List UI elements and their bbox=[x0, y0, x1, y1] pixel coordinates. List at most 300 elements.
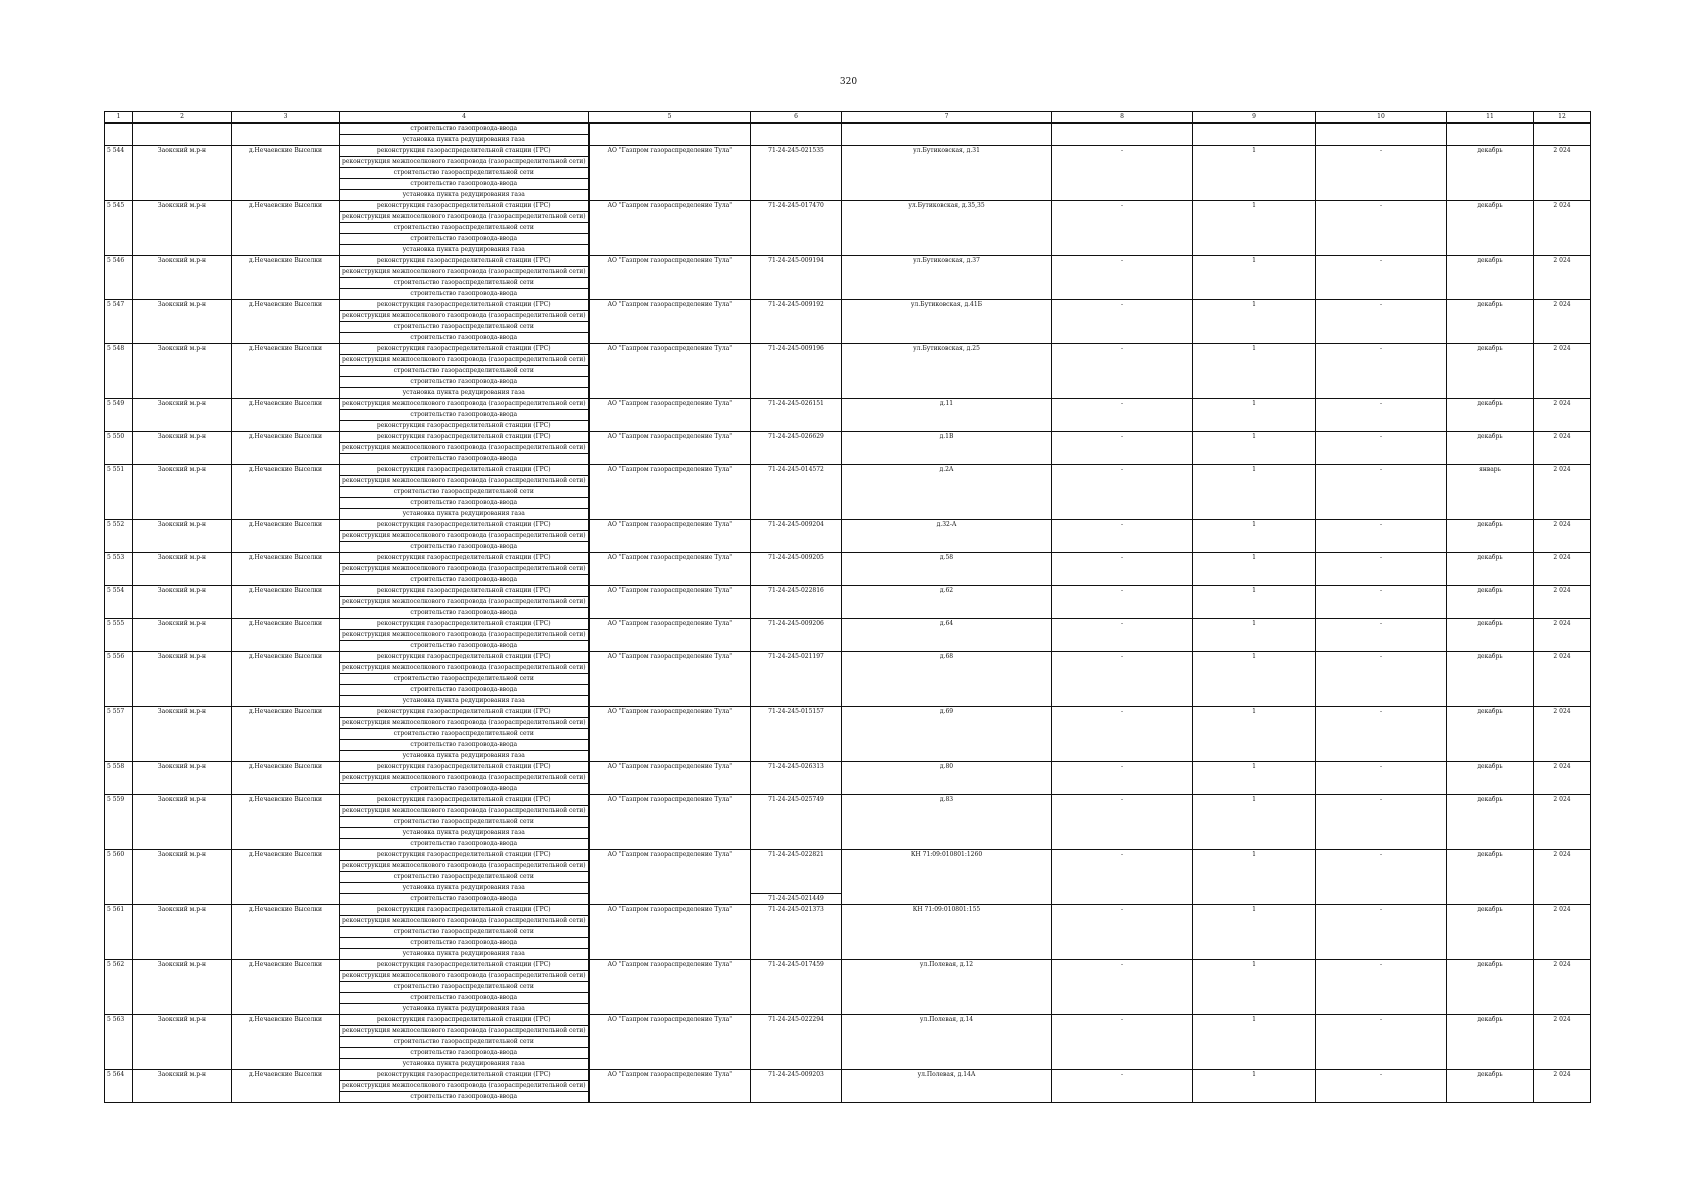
table-subrow bbox=[105, 377, 1591, 388]
district: Заокский м.р-н bbox=[133, 146, 232, 157]
empty-cell bbox=[133, 718, 232, 729]
work-item: реконструкция межпоселкового газопровода (газораспределительной сети) bbox=[340, 443, 589, 454]
table-subrow bbox=[105, 773, 1591, 784]
empty-cell bbox=[1534, 168, 1591, 179]
table-row bbox=[105, 960, 1591, 971]
empty-cell bbox=[751, 1037, 842, 1048]
column-8-value: - bbox=[1052, 465, 1193, 476]
organization: АО "Газпром газораспределение Тула" bbox=[589, 465, 751, 476]
empty-cell bbox=[105, 1048, 133, 1059]
year: 2 024 bbox=[1534, 256, 1591, 267]
table-row bbox=[105, 652, 1591, 663]
row-number: 5 563 bbox=[105, 1015, 133, 1026]
settlement: д.Нечаевские Выселки bbox=[232, 960, 340, 971]
district: Заокский м.р-н bbox=[133, 762, 232, 773]
empty-cell bbox=[1534, 872, 1591, 883]
empty-cell bbox=[1052, 410, 1193, 421]
empty-cell bbox=[1447, 267, 1534, 278]
address: ул.Бутиковская, д.25 bbox=[842, 344, 1052, 355]
empty-cell bbox=[1316, 410, 1447, 421]
settlement: д.Нечаевские Выселки bbox=[232, 1015, 340, 1026]
empty-cell bbox=[1193, 993, 1316, 1004]
empty-cell bbox=[1316, 872, 1447, 883]
empty-cell bbox=[1316, 696, 1447, 707]
column-10-value: - bbox=[1316, 619, 1447, 630]
empty-cell bbox=[842, 322, 1052, 333]
empty-cell bbox=[232, 366, 340, 377]
empty-cell bbox=[133, 454, 232, 465]
empty-cell bbox=[751, 641, 842, 652]
work-item: строительство газопровода-ввода bbox=[340, 740, 589, 751]
empty-cell bbox=[842, 1048, 1052, 1059]
empty-cell bbox=[232, 123, 340, 135]
address: КН 71:09:010801:1260 bbox=[842, 850, 1052, 861]
work-item: реконструкция межпоселкового газопровода (газораспределительной сети) bbox=[340, 212, 589, 223]
empty-cell bbox=[105, 476, 133, 487]
empty-cell bbox=[751, 575, 842, 586]
work-item: строительство газопровода-ввода bbox=[340, 410, 589, 421]
empty-cell bbox=[1316, 322, 1447, 333]
address: ул.Бутиковская, д.35,35 bbox=[842, 201, 1052, 212]
work-item: строительство газопровода-ввода bbox=[340, 894, 589, 905]
empty-cell bbox=[133, 157, 232, 168]
empty-cell bbox=[1193, 971, 1316, 982]
work-item: строительство газораспределительной сети bbox=[340, 168, 589, 179]
empty-cell bbox=[751, 487, 842, 498]
empty-cell bbox=[589, 212, 751, 223]
address: д.69 bbox=[842, 707, 1052, 718]
empty-cell bbox=[105, 388, 133, 399]
empty-cell bbox=[751, 971, 842, 982]
empty-cell bbox=[232, 1037, 340, 1048]
empty-cell bbox=[232, 817, 340, 828]
empty-cell bbox=[232, 476, 340, 487]
gasification-plan-table bbox=[104, 111, 1591, 1103]
table-subrow bbox=[105, 333, 1591, 344]
empty-cell bbox=[105, 1081, 133, 1092]
address: ул.Бутиковская, д.41Б bbox=[842, 300, 1052, 311]
empty-cell bbox=[1316, 498, 1447, 509]
empty-cell bbox=[232, 542, 340, 553]
empty-cell bbox=[1316, 157, 1447, 168]
column-10-value: - bbox=[1316, 256, 1447, 267]
empty-cell bbox=[1447, 894, 1534, 905]
work-item: реконструкция межпоселкового газопровода (газораспределительной сети) bbox=[340, 630, 589, 641]
empty-cell bbox=[1193, 168, 1316, 179]
empty-cell bbox=[232, 377, 340, 388]
empty-cell bbox=[1316, 663, 1447, 674]
empty-cell bbox=[105, 135, 133, 146]
column-10-value: - bbox=[1316, 762, 1447, 773]
empty-cell bbox=[842, 476, 1052, 487]
table-subrow bbox=[105, 674, 1591, 685]
empty-cell bbox=[842, 564, 1052, 575]
settlement: д.Нечаевские Выселки bbox=[232, 1070, 340, 1081]
empty-cell bbox=[133, 729, 232, 740]
empty-cell bbox=[1052, 278, 1193, 289]
empty-cell bbox=[1052, 784, 1193, 795]
month: декабрь bbox=[1447, 256, 1534, 267]
empty-cell bbox=[232, 1092, 340, 1103]
empty-cell bbox=[1534, 322, 1591, 333]
empty-cell bbox=[1447, 223, 1534, 234]
empty-cell bbox=[1534, 377, 1591, 388]
column-10-value: - bbox=[1316, 652, 1447, 663]
work-item: реконструкция межпоселкового газопровода (газораспределительной сети) bbox=[340, 806, 589, 817]
empty-cell bbox=[105, 608, 133, 619]
district: Заокский м.р-н bbox=[133, 905, 232, 916]
empty-cell bbox=[842, 982, 1052, 993]
empty-cell bbox=[1316, 135, 1447, 146]
table-subrow bbox=[105, 1081, 1591, 1092]
empty-cell bbox=[1534, 817, 1591, 828]
empty-cell bbox=[751, 608, 842, 619]
organization: АО "Газпром газораспределение Тула" bbox=[589, 850, 751, 861]
empty-cell bbox=[842, 883, 1052, 894]
empty-cell bbox=[1316, 1081, 1447, 1092]
empty-cell bbox=[842, 190, 1052, 201]
empty-cell bbox=[1052, 355, 1193, 366]
work-item: строительство газораспределительной сети bbox=[340, 487, 589, 498]
empty-cell bbox=[105, 718, 133, 729]
empty-cell bbox=[133, 641, 232, 652]
empty-cell bbox=[133, 839, 232, 850]
empty-cell bbox=[1193, 542, 1316, 553]
table-subrow bbox=[105, 663, 1591, 674]
empty-cell bbox=[105, 311, 133, 322]
empty-cell bbox=[105, 597, 133, 608]
column-8-value: - bbox=[1052, 399, 1193, 410]
empty-cell bbox=[232, 421, 340, 432]
empty-cell bbox=[1193, 487, 1316, 498]
empty-cell bbox=[105, 641, 133, 652]
empty-cell bbox=[1052, 168, 1193, 179]
empty-cell bbox=[1193, 806, 1316, 817]
empty-cell bbox=[1316, 377, 1447, 388]
empty-cell bbox=[1534, 245, 1591, 256]
table-row bbox=[105, 520, 1591, 531]
empty-cell bbox=[589, 289, 751, 300]
work-item: строительство газораспределительной сети bbox=[340, 1037, 589, 1048]
table-subrow bbox=[105, 410, 1591, 421]
empty-cell bbox=[1534, 278, 1591, 289]
organization: АО "Газпром газораспределение Тула" bbox=[589, 432, 751, 443]
empty-cell bbox=[1534, 883, 1591, 894]
empty-cell bbox=[589, 245, 751, 256]
row-number: 5 549 bbox=[105, 399, 133, 410]
empty-cell bbox=[1193, 267, 1316, 278]
empty-cell bbox=[1316, 190, 1447, 201]
column-9-value: 1 bbox=[1193, 432, 1316, 443]
table-subrow bbox=[105, 135, 1591, 146]
empty-cell bbox=[133, 938, 232, 949]
column-9-value: 1 bbox=[1193, 146, 1316, 157]
empty-cell bbox=[589, 927, 751, 938]
empty-cell bbox=[1316, 685, 1447, 696]
empty-cell bbox=[751, 190, 842, 201]
column-9-value: 1 bbox=[1193, 1015, 1316, 1026]
empty-cell bbox=[1052, 993, 1193, 1004]
empty-cell bbox=[1534, 751, 1591, 762]
empty-cell bbox=[842, 828, 1052, 839]
empty-cell bbox=[232, 1004, 340, 1015]
table-subrow bbox=[105, 322, 1591, 333]
empty-cell bbox=[105, 190, 133, 201]
empty-cell bbox=[133, 355, 232, 366]
empty-cell bbox=[1534, 421, 1591, 432]
empty-cell bbox=[1447, 916, 1534, 927]
empty-cell bbox=[1316, 641, 1447, 652]
empty-cell bbox=[751, 685, 842, 696]
column-8-value: - bbox=[1052, 1070, 1193, 1081]
column-9-value: 1 bbox=[1193, 586, 1316, 597]
empty-cell bbox=[589, 454, 751, 465]
empty-cell bbox=[589, 564, 751, 575]
column-9-value: 1 bbox=[1193, 465, 1316, 476]
empty-cell bbox=[105, 1004, 133, 1015]
table-subrow bbox=[105, 487, 1591, 498]
work-item: реконструкция межпоселкового газопровода (газораспределительной сети) bbox=[340, 861, 589, 872]
empty-cell bbox=[105, 421, 133, 432]
empty-cell bbox=[1052, 685, 1193, 696]
row-number: 5 546 bbox=[105, 256, 133, 267]
empty-cell bbox=[1193, 1059, 1316, 1070]
address: ул.Бутиковская, д.37 bbox=[842, 256, 1052, 267]
empty-cell bbox=[842, 685, 1052, 696]
month: декабрь bbox=[1447, 960, 1534, 971]
month: декабрь bbox=[1447, 300, 1534, 311]
empty-cell bbox=[105, 861, 133, 872]
empty-cell bbox=[1447, 388, 1534, 399]
empty-cell bbox=[589, 542, 751, 553]
table-subrow bbox=[105, 861, 1591, 872]
empty-cell bbox=[1534, 388, 1591, 399]
empty-cell bbox=[842, 157, 1052, 168]
empty-cell bbox=[1193, 157, 1316, 168]
empty-cell bbox=[1534, 487, 1591, 498]
empty-cell bbox=[232, 993, 340, 1004]
empty-cell bbox=[232, 410, 340, 421]
year: 2 024 bbox=[1534, 619, 1591, 630]
empty-cell bbox=[751, 817, 842, 828]
empty-cell bbox=[1534, 1037, 1591, 1048]
empty-cell bbox=[842, 333, 1052, 344]
application-code: 71-24-245-017470 bbox=[751, 201, 842, 212]
table-subrow bbox=[105, 168, 1591, 179]
empty-cell bbox=[133, 1037, 232, 1048]
empty-cell bbox=[1447, 828, 1534, 839]
column-9-value: 1 bbox=[1193, 520, 1316, 531]
empty-cell bbox=[105, 872, 133, 883]
empty-cell bbox=[1447, 190, 1534, 201]
empty-cell bbox=[842, 971, 1052, 982]
month: декабрь bbox=[1447, 707, 1534, 718]
empty-cell bbox=[133, 542, 232, 553]
empty-cell bbox=[105, 696, 133, 707]
organization: АО "Газпром газораспределение Тула" bbox=[589, 146, 751, 157]
district: Заокский м.р-н bbox=[133, 850, 232, 861]
empty-cell bbox=[589, 388, 751, 399]
empty-cell bbox=[751, 443, 842, 454]
work-item: строительство газопровода-ввода bbox=[340, 333, 589, 344]
settlement: д.Нечаевские Выселки bbox=[232, 520, 340, 531]
application-code: 71-24-245-021197 bbox=[751, 652, 842, 663]
empty-cell bbox=[1316, 421, 1447, 432]
empty-cell bbox=[1534, 806, 1591, 817]
empty-cell bbox=[1447, 674, 1534, 685]
empty-cell bbox=[751, 322, 842, 333]
empty-cell bbox=[842, 289, 1052, 300]
work-item: строительство газопровода-ввода bbox=[340, 289, 589, 300]
month: декабрь bbox=[1447, 553, 1534, 564]
month: декабрь bbox=[1447, 795, 1534, 806]
empty-cell bbox=[133, 806, 232, 817]
month: декабрь bbox=[1447, 201, 1534, 212]
empty-cell bbox=[589, 806, 751, 817]
empty-cell bbox=[133, 1092, 232, 1103]
empty-cell bbox=[751, 927, 842, 938]
empty-cell bbox=[232, 894, 340, 905]
month: январь bbox=[1447, 465, 1534, 476]
empty-cell bbox=[1534, 982, 1591, 993]
empty-cell bbox=[1052, 234, 1193, 245]
empty-cell bbox=[105, 267, 133, 278]
empty-cell bbox=[232, 564, 340, 575]
row-number: 5 553 bbox=[105, 553, 133, 564]
empty-cell bbox=[1534, 234, 1591, 245]
empty-cell bbox=[232, 597, 340, 608]
month: декабрь bbox=[1447, 762, 1534, 773]
empty-cell bbox=[1193, 123, 1316, 135]
empty-cell bbox=[232, 278, 340, 289]
empty-cell bbox=[1534, 311, 1591, 322]
table-subrow bbox=[105, 509, 1591, 520]
empty-cell bbox=[1316, 564, 1447, 575]
empty-cell bbox=[842, 938, 1052, 949]
empty-cell bbox=[1316, 674, 1447, 685]
application-code: 71-24-245-009196 bbox=[751, 344, 842, 355]
empty-cell bbox=[842, 839, 1052, 850]
empty-cell bbox=[1052, 157, 1193, 168]
row-number: 5 544 bbox=[105, 146, 133, 157]
work-item: реконструкция газораспределительной станции (ГРС) bbox=[340, 432, 589, 443]
table-subrow bbox=[105, 223, 1591, 234]
empty-cell bbox=[1534, 674, 1591, 685]
district: Заокский м.р-н bbox=[133, 707, 232, 718]
year: 2 024 bbox=[1534, 465, 1591, 476]
empty-cell bbox=[1316, 223, 1447, 234]
application-code: 71-24-245-009192 bbox=[751, 300, 842, 311]
address: д.1В bbox=[842, 432, 1052, 443]
empty-cell bbox=[105, 773, 133, 784]
settlement: д.Нечаевские Выселки bbox=[232, 652, 340, 663]
work-item: реконструкция газораспределительной станции (ГРС) bbox=[340, 652, 589, 663]
table-subrow bbox=[105, 366, 1591, 377]
work-item: реконструкция газораспределительной станции (ГРС) bbox=[340, 905, 589, 916]
empty-cell bbox=[1534, 641, 1591, 652]
table-subrow bbox=[105, 443, 1591, 454]
work-item: строительство газораспределительной сети bbox=[340, 223, 589, 234]
empty-cell bbox=[1052, 718, 1193, 729]
application-code: 71-24-245-026629 bbox=[751, 432, 842, 443]
empty-cell bbox=[589, 938, 751, 949]
empty-cell bbox=[1316, 597, 1447, 608]
address: д.62 bbox=[842, 586, 1052, 597]
column-10-value: - bbox=[1316, 465, 1447, 476]
empty-cell bbox=[589, 718, 751, 729]
settlement: д.Нечаевские Выселки bbox=[232, 762, 340, 773]
month: декабрь bbox=[1447, 1015, 1534, 1026]
empty-cell bbox=[1447, 1048, 1534, 1059]
table-subrow bbox=[105, 421, 1591, 432]
empty-cell bbox=[751, 388, 842, 399]
empty-cell bbox=[1447, 454, 1534, 465]
district: Заокский м.р-н bbox=[133, 256, 232, 267]
empty-cell bbox=[1052, 212, 1193, 223]
empty-cell bbox=[1316, 894, 1447, 905]
empty-cell bbox=[232, 740, 340, 751]
table-subrow bbox=[105, 751, 1591, 762]
empty-cell bbox=[1052, 289, 1193, 300]
empty-cell bbox=[589, 355, 751, 366]
empty-cell bbox=[1316, 1026, 1447, 1037]
district: Заокский м.р-н bbox=[133, 960, 232, 971]
empty-cell bbox=[842, 487, 1052, 498]
empty-cell bbox=[1052, 608, 1193, 619]
empty-cell bbox=[589, 597, 751, 608]
empty-cell bbox=[842, 949, 1052, 960]
empty-cell bbox=[589, 421, 751, 432]
empty-cell bbox=[751, 311, 842, 322]
table-subrow bbox=[105, 190, 1591, 201]
settlement: д.Нечаевские Выселки bbox=[232, 146, 340, 157]
work-item: реконструкция газораспределительной станции (ГРС) bbox=[340, 619, 589, 630]
table-subrow bbox=[105, 916, 1591, 927]
empty-cell bbox=[1447, 751, 1534, 762]
empty-cell bbox=[1193, 377, 1316, 388]
empty-cell bbox=[133, 421, 232, 432]
empty-cell bbox=[133, 278, 232, 289]
empty-cell bbox=[1193, 278, 1316, 289]
empty-cell bbox=[842, 751, 1052, 762]
empty-cell bbox=[751, 993, 842, 1004]
empty-cell bbox=[105, 322, 133, 333]
empty-cell bbox=[1193, 531, 1316, 542]
empty-cell bbox=[1447, 311, 1534, 322]
table-subrow bbox=[105, 564, 1591, 575]
empty-cell bbox=[751, 289, 842, 300]
empty-cell bbox=[751, 1059, 842, 1070]
column-10-value: - bbox=[1316, 707, 1447, 718]
empty-cell bbox=[1447, 498, 1534, 509]
empty-cell bbox=[105, 740, 133, 751]
empty-cell bbox=[1316, 993, 1447, 1004]
empty-cell bbox=[1316, 388, 1447, 399]
empty-cell bbox=[1447, 1004, 1534, 1015]
empty-cell bbox=[1447, 333, 1534, 344]
district: Заокский м.р-н bbox=[133, 399, 232, 410]
empty-cell bbox=[589, 641, 751, 652]
settlement: д.Нечаевские Выселки bbox=[232, 905, 340, 916]
organization: АО "Газпром газораспределение Тула" bbox=[589, 586, 751, 597]
empty-cell bbox=[589, 949, 751, 960]
empty-cell bbox=[232, 267, 340, 278]
empty-cell bbox=[1193, 1026, 1316, 1037]
empty-cell bbox=[842, 784, 1052, 795]
empty-cell bbox=[842, 773, 1052, 784]
column-9-value: 1 bbox=[1193, 707, 1316, 718]
empty-cell bbox=[751, 1081, 842, 1092]
